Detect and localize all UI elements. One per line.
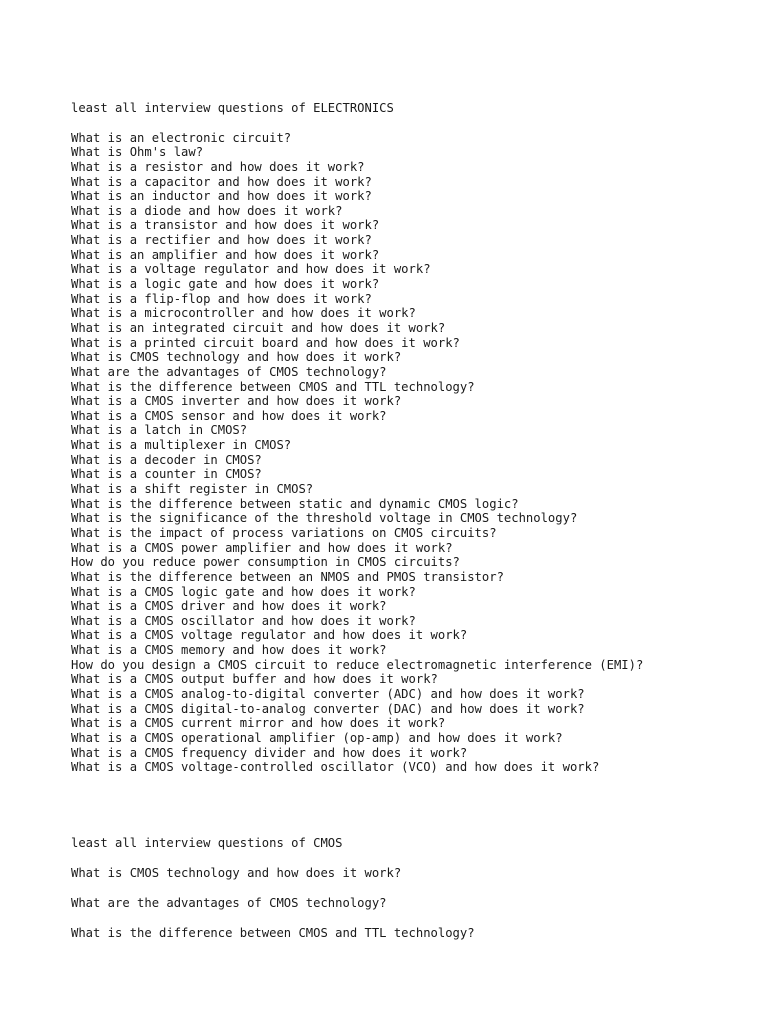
- document-body: [71, 101, 751, 775]
- question-item: What is a CMOS voltage-controlled oscillator (VCO) and how does it work?: [71, 760, 600, 775]
- spacer: [71, 851, 751, 866]
- document-section-cmos: [71, 836, 751, 940]
- question-item: What is a CMOS oscillator and how does it work?: [71, 613, 416, 628]
- question-item: What is a CMOS operational amplifier (op-amp) and how does it work?: [71, 730, 563, 745]
- question-item: What is the difference between an NMOS and PMOS transistor?: [71, 569, 504, 584]
- question-item: What is CMOS technology and how does it work?: [71, 865, 402, 880]
- question-item: What is a CMOS digital-to-analog converter (DAC) and how does it work?: [71, 701, 585, 716]
- question-item: What is a resistor and how does it work?: [71, 159, 365, 174]
- question-item: What is a diode and how does it work?: [71, 203, 343, 218]
- question-item: What is an amplifier and how does it work?: [71, 247, 380, 262]
- question-item: What is a CMOS sensor and how does it work?: [71, 408, 387, 423]
- question-item: How do you design a CMOS circuit to reduce electromagnetic interference (EMI)?: [71, 657, 644, 672]
- question-item: What is a CMOS inverter and how does it work?: [71, 394, 402, 409]
- question-item: What is a CMOS logic gate and how does it work?: [71, 584, 416, 599]
- question-item: What are the advantages of CMOS technology?: [71, 364, 387, 379]
- question-item: What is a CMOS voltage regulator and how does it work?: [71, 628, 468, 643]
- question-item: What is a shift register in CMOS?: [71, 482, 314, 497]
- question-item: What is the difference between CMOS and TTL technology?: [71, 925, 475, 940]
- question-item: What is a multiplexer in CMOS?: [71, 438, 292, 453]
- question-item: What is a decoder in CMOS?: [71, 452, 262, 467]
- question-item: What is CMOS technology and how does it work?: [71, 350, 402, 365]
- question-item: What is Ohm's law?: [71, 145, 204, 160]
- question-item: What is a CMOS frequency divider and how does it work?: [71, 745, 468, 760]
- question-item: What is an integrated circuit and how does it work?: [71, 320, 446, 335]
- question-item: What is a CMOS output buffer and how does it work?: [71, 672, 438, 687]
- spacer: [71, 911, 751, 926]
- question-item: What is a flip-flop and how does it work?: [71, 291, 372, 306]
- section-title-electronics: least all interview questions of ELECTRONICS: [71, 101, 394, 115]
- question-item: What is a counter in CMOS?: [71, 467, 262, 482]
- question-item: What is an electronic circuit?: [71, 130, 292, 145]
- question-item: What is a logic gate and how does it work?: [71, 277, 380, 292]
- question-item: What is a CMOS analog-to-digital converter (ADC) and how does it work?: [71, 686, 585, 701]
- question-list-electronics: [71, 131, 751, 775]
- question-item: What is the difference between static and dynamic CMOS logic?: [71, 496, 519, 511]
- question-item: What are the advantages of CMOS technology?: [71, 895, 387, 910]
- question-item: What is the difference between CMOS and TTL technology?: [71, 379, 475, 394]
- question-item: What is a voltage regulator and how does it work?: [71, 262, 431, 277]
- question-item: What is the significance of the threshold voltage in CMOS technology?: [71, 511, 578, 526]
- question-item: What is a transistor and how does it work?: [71, 218, 380, 233]
- question-item: What is a capacitor and how does it work?: [71, 174, 372, 189]
- question-item: What is a latch in CMOS?: [71, 423, 248, 438]
- question-item: What is a CMOS power amplifier and how does it work?: [71, 540, 453, 555]
- question-item: What is a microcontroller and how does it work?: [71, 306, 416, 321]
- spacer: [71, 881, 751, 896]
- question-item: What is a rectifier and how does it work?: [71, 233, 372, 248]
- question-list-cmos: [71, 866, 751, 941]
- question-item: What is a CMOS memory and how does it work?: [71, 643, 387, 658]
- question-item: What is a CMOS current mirror and how does it work?: [71, 716, 446, 731]
- question-item: What is the impact of process variations on CMOS circuits?: [71, 525, 497, 540]
- section-title-cmos: least all interview questions of CMOS: [71, 836, 343, 850]
- spacer: [71, 116, 751, 131]
- question-item: What is an inductor and how does it work?: [71, 189, 372, 204]
- question-item: How do you reduce power consumption in CMOS circuits?: [71, 555, 460, 570]
- question-item: What is a printed circuit board and how does it work?: [71, 335, 460, 350]
- question-item: What is a CMOS driver and how does it work?: [71, 599, 387, 614]
